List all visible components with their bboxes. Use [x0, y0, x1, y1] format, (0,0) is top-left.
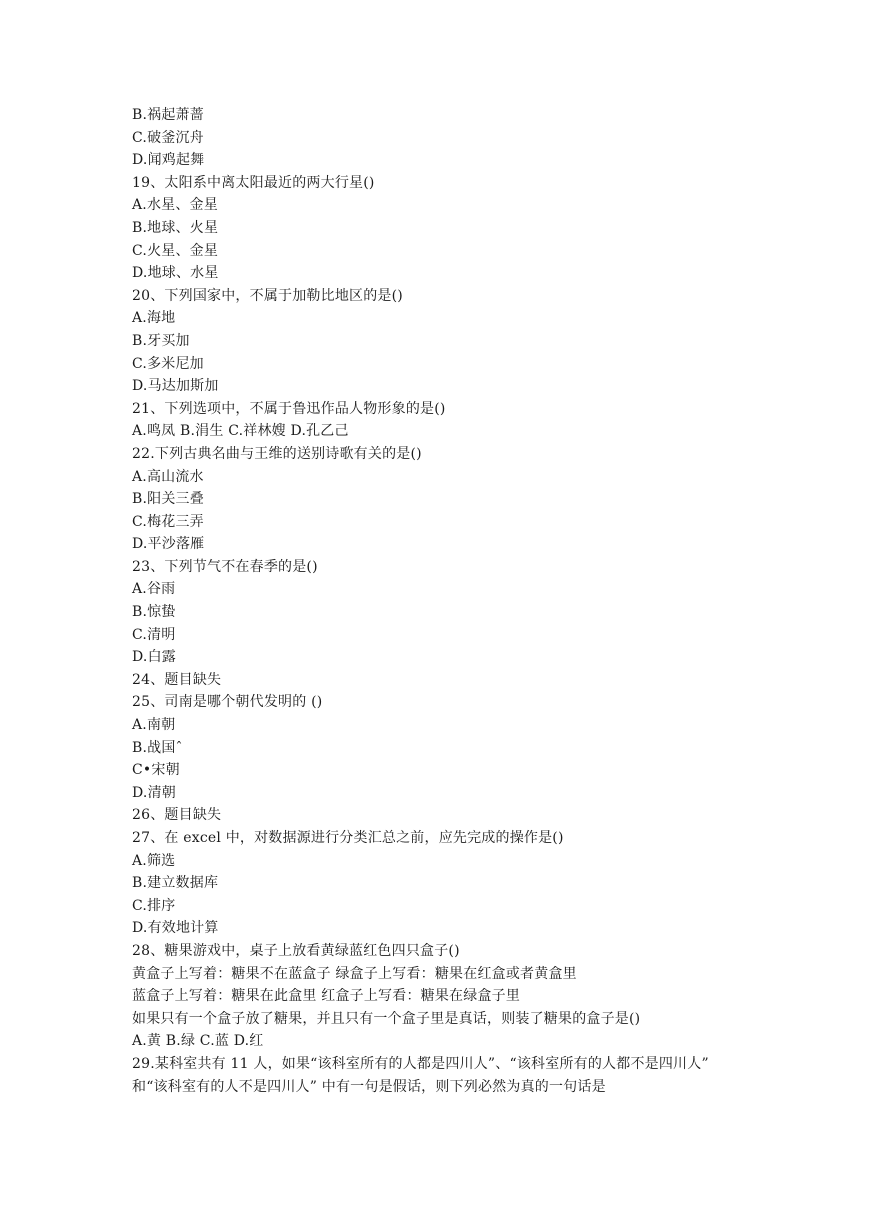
text-line: A.水星、金星	[132, 197, 218, 214]
text-line: C.破釜沉舟	[132, 129, 204, 146]
text-line: D.白露	[132, 649, 176, 666]
question-line: 29.某科室共有 11 人，如果“该科室所有的人都是四川人”、“该科室所有的人都不是四川人”	[132, 1055, 709, 1072]
question-line: 28、糖果游戏中，桌子上放看黄绿蓝红色四只盒子()	[132, 942, 460, 959]
question-line: 21、下列选项中，不属于鲁迅作品人物形象的是()	[132, 400, 446, 417]
text-line: 和“该科室有的人不是四川人” 中有一句是假话，则下列必然为真的一句话是	[132, 1078, 606, 1095]
text-line: C.排序	[132, 897, 176, 914]
text-line: B.战国ˆ	[132, 739, 183, 756]
question-line: 19、太阳系中离太阳最近的两大行星()	[132, 174, 375, 191]
text-line: 黄盒子上写着：糖果不在蓝盒子 绿盒子上写看：糖果在红盒或者黄盒里	[132, 965, 577, 982]
question-line: 22.下列古典名曲与王维的送别诗歌有关的是()	[132, 445, 422, 462]
text-line: D.马达加斯加	[132, 378, 219, 395]
text-line: D.有效地计算	[132, 920, 219, 937]
text-line: C.梅花三弄	[132, 513, 204, 530]
text-line: B.牙买加	[132, 332, 190, 349]
text-line: C•宋朝	[132, 762, 180, 779]
text-line: D.地球、水星	[132, 265, 219, 282]
text-line: A.鸣凤 B.涓生 C.祥林嫂 D.孔乙己	[132, 423, 349, 440]
document-page	[132, 104, 832, 1098]
text-line: A.黄 B.绿 C.蓝 D.红	[132, 1033, 264, 1050]
text-line: D.清朝	[132, 784, 176, 801]
text-line: C.多米尼加	[132, 355, 204, 372]
text-line: 如果只有一个盒子放了糖果，并且只有一个盒子里是真话，则装了糖果的盒子是()	[132, 1010, 641, 1027]
text-line: B.惊蛰	[132, 604, 176, 621]
question-line: 20、下列国家中，不属于加勒比地区的是()	[132, 287, 403, 304]
text-line: C.火星、金星	[132, 242, 219, 259]
text-line: B.祸起萧蔷	[132, 107, 204, 123]
question-line: 27、在 excel 中，对数据源进行分类汇总之前，应先完成的操作是()	[132, 830, 564, 846]
text-line: D.平沙落雁	[132, 536, 205, 553]
text-line: A.高山流水	[132, 468, 204, 485]
text-line: A.谷雨	[132, 581, 176, 598]
text-line: A.南朝	[132, 717, 176, 734]
question-line: 23、下列节气不在春季的是()	[132, 558, 318, 575]
text-line: D.闻鸡起舞	[132, 152, 205, 169]
text-line: A.筛选	[132, 852, 176, 869]
text-line: A.海地	[132, 310, 176, 327]
question-line: 26、题目缺失	[132, 807, 222, 824]
text-line: C.清明	[132, 626, 176, 643]
text-line: 蓝盒子上写着：糖果在此盒里 红盒子上写看：糖果在绿盒子里	[132, 988, 521, 1005]
question-line: 25、司南是哪个朝代发明的 ()	[132, 694, 323, 711]
text-line: B.建立数据库	[132, 875, 219, 892]
question-line: 24、题目缺失	[132, 671, 222, 688]
text-line: B.阳关三叠	[132, 491, 204, 508]
text-line: B.地球、火星	[132, 219, 219, 236]
